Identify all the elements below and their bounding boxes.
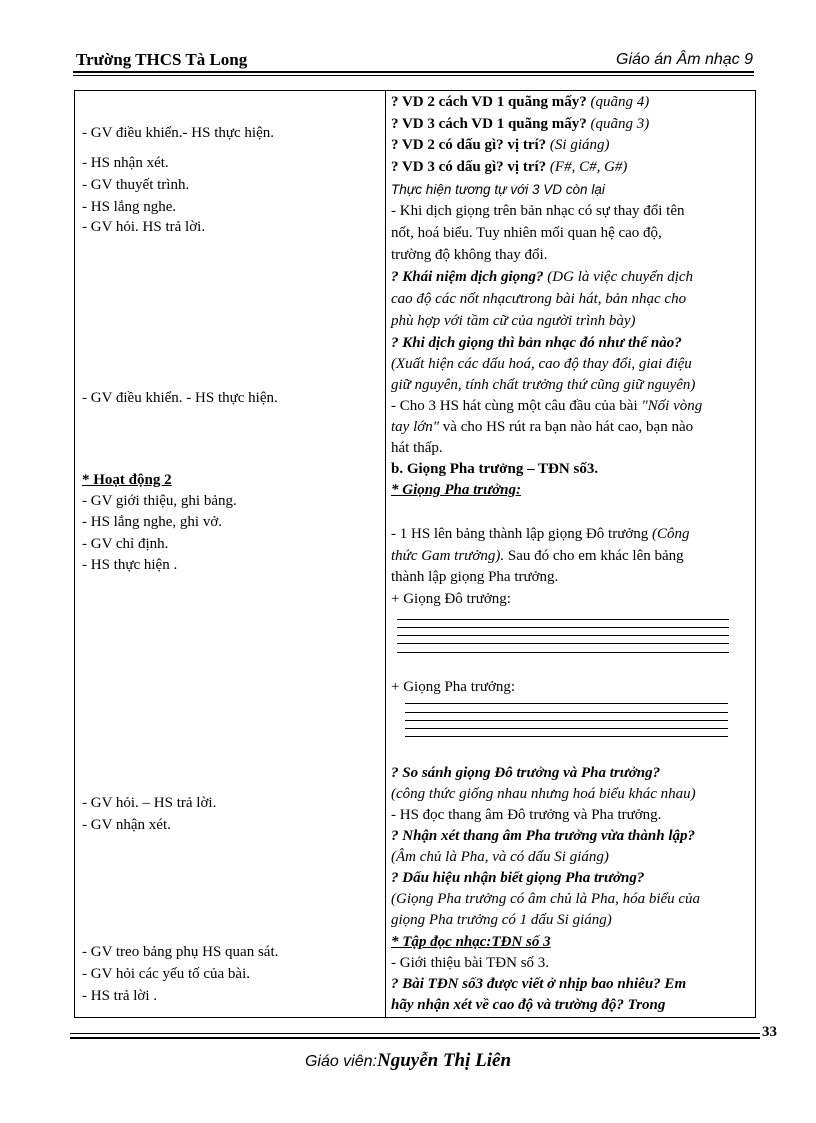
subject-title: Giáo án Âm nhạc 9 (616, 51, 753, 68)
text-line: nốt, hoá biểu. Tuy nhiên mối quan hệ cao độ, (391, 225, 662, 241)
question-line: ? So sánh giọng Đô trưởng và Pha trưởng? (391, 765, 661, 781)
left-line: - GV hỏi các yếu tố của bài. (82, 966, 250, 982)
staff-line (405, 720, 728, 721)
question-line: ? Dấu hiệu nhận biết giọng Pha trưởng? (391, 870, 645, 886)
text-line: trường độ không thay đổi. (391, 247, 548, 263)
lesson-table (74, 90, 756, 1018)
left-line: - GV nhận xét. (82, 817, 171, 833)
answer-line: giữ nguyên, tính chất trưởng thứ cũng giữ nguyên) (391, 377, 696, 393)
text-line: hát thấp. (391, 440, 443, 456)
answer-line: (công thức giống nhau nhưng hoá biểu khác nhau) (391, 786, 696, 802)
left-line: - GV điều khiển. - HS thực hiện. (82, 390, 278, 406)
page-number: 33 (762, 1024, 777, 1040)
left-line: - GV hỏi. HS trả lời. (82, 219, 206, 235)
question-line: ? VD 2 cách VD 1 quãng mấy? (quãng 4) (391, 94, 650, 110)
left-line: - HS trả lời . (82, 988, 158, 1004)
teacher-signature: Giáo viên:Nguyễn Thị Liên (304, 1050, 512, 1071)
left-line: - GV điều khiển.- HS thực hiện. (82, 125, 274, 141)
staff-line (405, 728, 728, 729)
text-line: - Khi dịch giọng trên bản nhạc có sự thay đổi tên (391, 203, 685, 219)
left-line: - GV giới thiệu, ghi bảng. (82, 493, 237, 509)
column-divider (385, 91, 386, 1017)
left-line: - GV hỏi. – HS trả lời. (82, 795, 217, 811)
instruction-line: Thực hiện tương tự với 3 VD còn lại (391, 182, 605, 197)
staff-line (405, 703, 728, 704)
section-heading: b. Giọng Pha trưởng – TĐN số3. (391, 461, 599, 477)
staff-line (397, 652, 729, 653)
question-line: ? Nhận xét thang âm Pha trưởng vừa thành lập? (391, 828, 696, 844)
staff-line (405, 736, 728, 737)
left-line: - HS thực hiện . (82, 557, 178, 573)
staff-line (397, 643, 729, 644)
staff-line (397, 627, 729, 628)
question-line: ? Bài TĐN số3 được viết ở nhịp bao nhiêu? Em (391, 976, 687, 992)
question-line: ? Khái niệm dịch giọng? (DG là việc chuyển dịch (391, 269, 694, 285)
answer-line: (Giọng Pha trưởng có âm chủ là Pha, hóa biểu của (391, 891, 701, 907)
question-line: hãy nhận xét về cao độ và trường độ? Trong (391, 997, 666, 1013)
answer-line: phù hợp với tầm cữ của người trình bày) (391, 313, 636, 329)
staff-line (397, 619, 729, 620)
activity-heading: * Hoạt động 2 (82, 472, 172, 488)
staff-line (405, 712, 728, 713)
question-line: ? VD 3 cách VD 1 quãng mấy? (quãng 3) (391, 116, 650, 132)
school-name: Trường THCS Tà Long (76, 50, 248, 69)
header-rule (73, 71, 754, 73)
staff-line (397, 635, 729, 636)
text-line: - Cho 3 HS hát cùng một câu đầu của bài "Nối vòng (391, 398, 703, 414)
staff-label: + Giọng Pha trưởng: (391, 679, 516, 695)
left-line: - GV chỉ định. (82, 536, 169, 552)
text-line: tay lớn" và cho HS rút ra bạn nào hát cao, bạn nào (391, 419, 694, 435)
footer-rule (70, 1033, 760, 1034)
answer-line: (Âm chủ là Pha, và có dấu Si giáng) (391, 849, 609, 865)
text-line: - 1 HS lên bảng thành lập giọng Đô trưởng (Công (391, 526, 690, 542)
staff-label: + Giọng Đô trưởng: (391, 591, 511, 607)
left-line: - HS nhận xét. (82, 155, 169, 171)
answer-line: cao độ các nốt nhạcưtrong bài hát, bản nhạc cho (391, 291, 687, 307)
question-line: ? VD 3 có dấu gì? vị trí? (F#, C#, G#) (391, 159, 628, 175)
footer-rule-thick (70, 1037, 760, 1039)
header-rule-thin (73, 75, 754, 76)
left-line: - GV treo bảng phụ HS quan sát. (82, 944, 279, 960)
left-line: - HS lắng nghe. (82, 199, 177, 215)
question-line: ? VD 2 có dấu gì? vị trí? (Si giáng) (391, 137, 610, 153)
text-line: - HS đọc thang âm Đô trưởng và Pha trưởng. (391, 807, 662, 823)
subsection-heading: * Tập đọc nhạc:TĐN số 3 (391, 934, 551, 950)
question-line: ? Khi dịch giọng thì bản nhạc đó như thế nào? (391, 335, 682, 351)
text-line: - Giới thiệu bài TĐN số 3. (391, 955, 550, 971)
left-line: - HS lắng nghe, ghi vở. (82, 514, 223, 530)
subsection-heading: * Giọng Pha trưởng: (391, 482, 521, 498)
left-line: - GV thuyết trình. (82, 177, 190, 193)
text-line: thức Gam trưởng). Sau đó cho em khác lên bảng (391, 548, 684, 564)
text-line: thành lập giọng Pha trưởng. (391, 569, 559, 585)
answer-line: (Xuất hiện các dấu hoá, cao độ thay đổi, giai điệu (391, 356, 692, 372)
answer-line: giọng Pha trưởng có 1 dấu Si giáng) (391, 912, 612, 928)
